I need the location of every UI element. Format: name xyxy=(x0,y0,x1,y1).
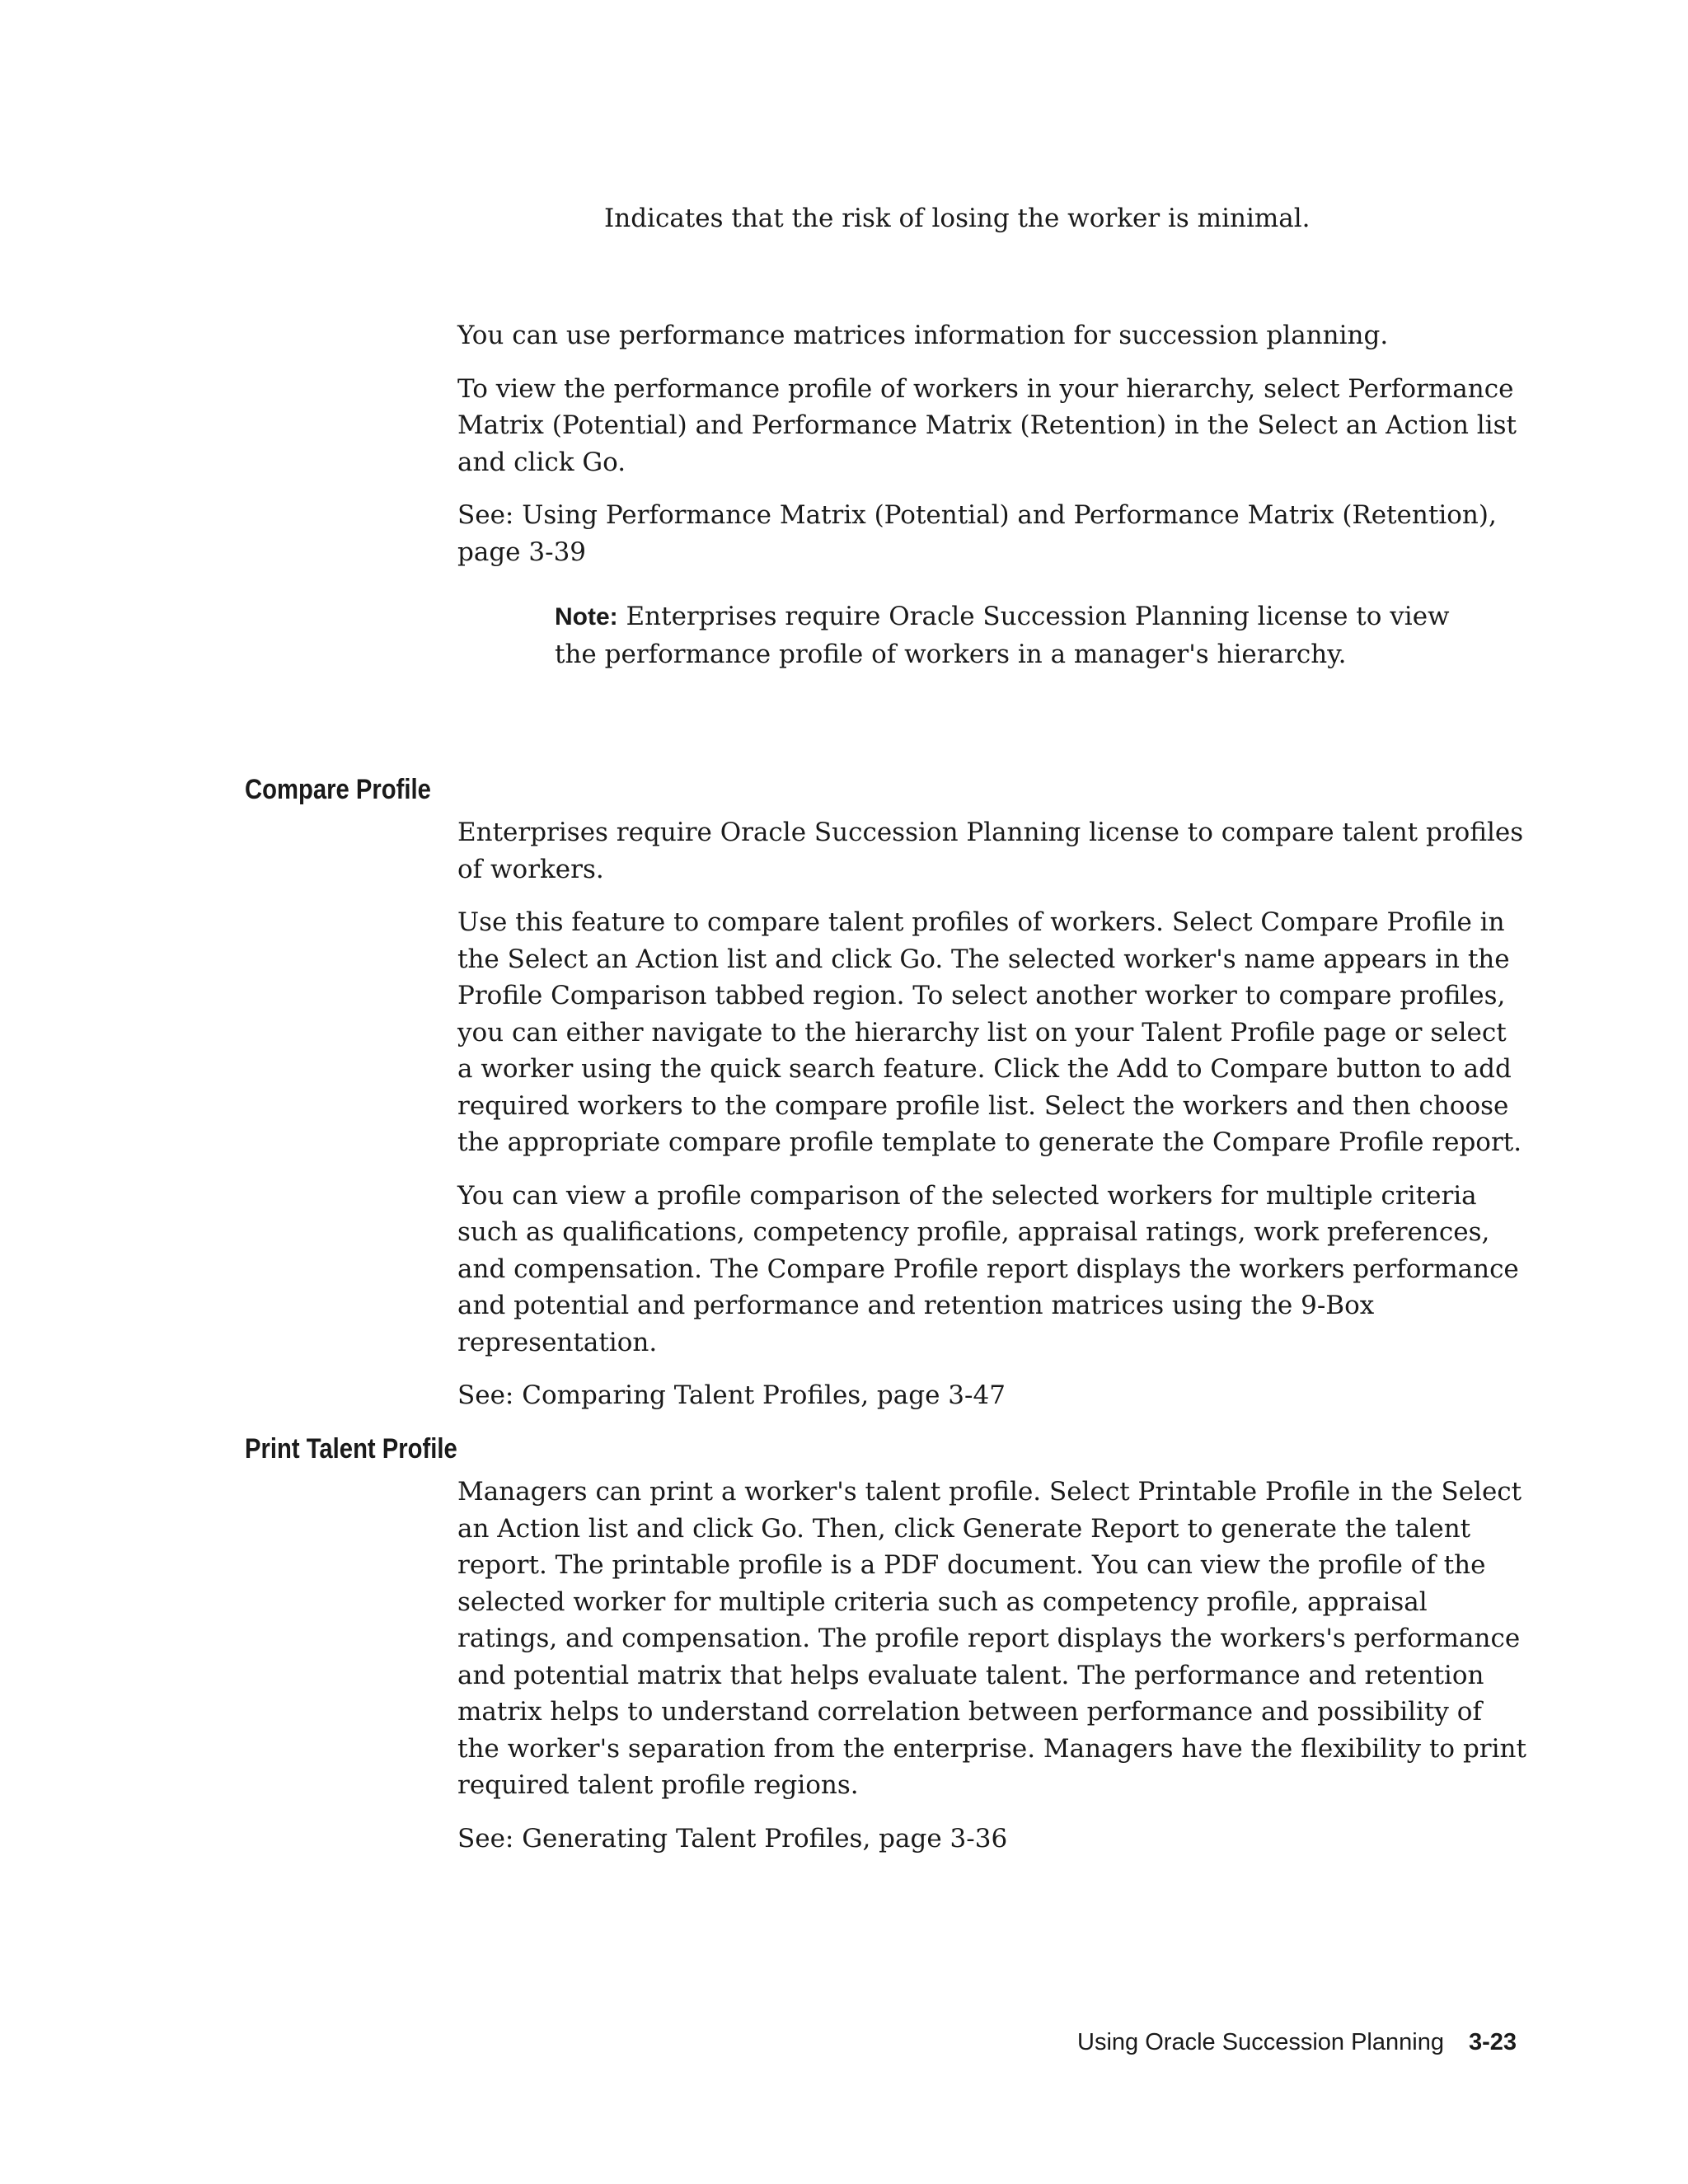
intro-section xyxy=(457,317,1529,570)
print-talent-profile-reference: See: Generating Talent Profiles, page 3-36 xyxy=(457,1823,1008,1854)
compare-profile-reference: See: Comparing Talent Profiles, page 3-47 xyxy=(457,1380,1006,1410)
page-footer xyxy=(1077,2029,1517,2056)
compare-profile-section xyxy=(457,814,1529,1414)
note xyxy=(555,598,1461,673)
print-talent-profile-heading: Print Talent Profile xyxy=(245,1433,457,1465)
print-talent-profile-paragraph: Managers can print a worker's talent profile. Select Printable Profile in the Select an Action list and click Go. Then, click Generate Report to generate the talent report. The printable profile is a PDF document. You can view the profile of the selected worker for multiple criteria such as competency profile, appraisal ratings, and compensation. The profile report displays the workers's performance and potential matrix that helps evaluate talent. The performance and retention matrix helps to understand correlation between performance and possibility of the worker's separation from the enterprise. Managers have the flexibility to print required talent profile regions. xyxy=(457,1477,1526,1800)
compare-profile-heading: Compare Profile xyxy=(245,774,431,805)
intro-paragraph: You can use performance matrices information for succession planning. xyxy=(457,321,1389,350)
print-talent-profile-section xyxy=(457,1474,1529,1857)
performance-matrix-reference: See: Using Performance Matrix (Potential) and Performance Matrix (Retention), page 3-39 xyxy=(457,500,1497,567)
footer-title: Using Oracle Succession Planning xyxy=(1077,2029,1444,2055)
intro-paragraph: To view the performance profile of workers in your hierarchy, select Performance Matrix (Potential) and Performance Matrix (Retention) in the Select an Action list and click Go. xyxy=(457,373,1517,477)
note-text: Enterprises require Oracle Succession Planning license to view the performance profile of workers in a manager's hierarchy. xyxy=(555,602,1450,669)
compare-profile-paragraph: Use this feature to compare talent profiles of workers. Select Compare Profile in the Select an Action list and click Go. The selected worker's name appears in the Profile Comparison tabbed region. To select another worker to compare profiles, you can either navigate to the hierarchy list on your Talent Profile page or select a worker using the quick search feature. Click the Add to Compare button to add required workers to the compare profile list. Select the workers and then choose the appropriate compare profile template to generate the Compare Profile report. xyxy=(457,907,1522,1157)
compare-profile-paragraph: You can view a profile comparison of the selected workers for multiple criteria such as qualifications, competency profile, appraisal ratings, work preferences, and compensation. The Compare Profile report displays the workers performance and potential and performance and retention matrices using the 9-Box representation. xyxy=(457,1180,1519,1357)
risk-description: Indicates that the risk of losing the worker is minimal. xyxy=(604,204,1311,233)
compare-profile-paragraph: Enterprises require Oracle Succession Planning license to compare talent profiles of workers. xyxy=(457,818,1524,884)
page-number: 3-23 xyxy=(1468,2029,1517,2055)
note-label: Note: xyxy=(555,603,618,630)
